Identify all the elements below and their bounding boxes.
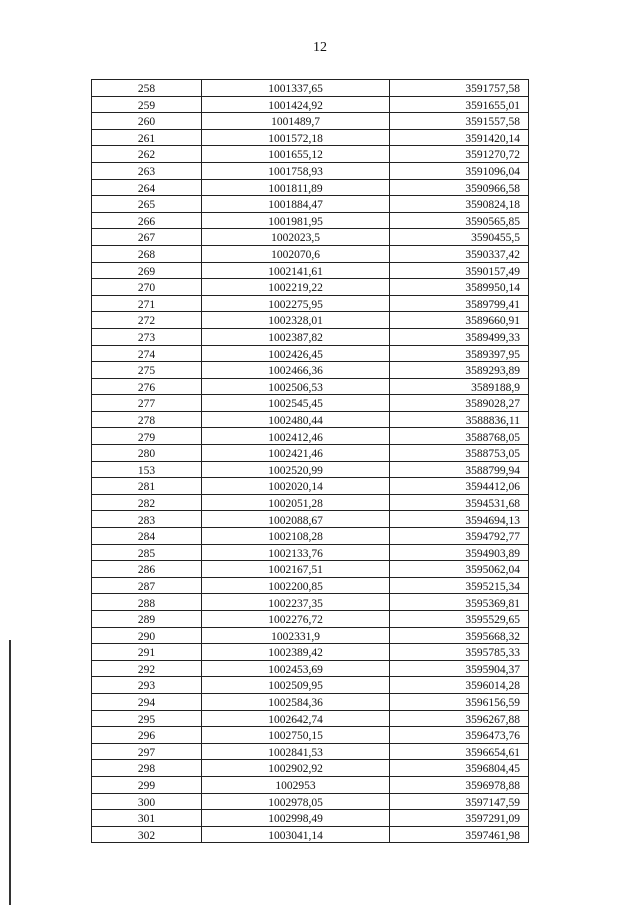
- point-number-cell: 267: [92, 229, 202, 246]
- point-number-cell: 279: [92, 428, 202, 445]
- table-row: [92, 743, 529, 760]
- x-coordinate-cell: 1003041,14: [202, 826, 390, 843]
- x-coordinate-cell: 1001489,7: [202, 113, 390, 130]
- y-coordinate-cell: 3595529,65: [390, 611, 529, 628]
- y-coordinate-cell: 3594531,68: [390, 494, 529, 511]
- point-number-cell: 297: [92, 743, 202, 760]
- table-row: [92, 627, 529, 644]
- y-coordinate-cell: 3590337,42: [390, 245, 529, 262]
- y-coordinate-cell: 3589188,9: [390, 378, 529, 395]
- y-coordinate-cell: 3591757,58: [390, 80, 529, 97]
- point-number-cell: 262: [92, 146, 202, 163]
- point-number-cell: 296: [92, 727, 202, 744]
- point-number-cell: 274: [92, 345, 202, 362]
- table-row: [92, 611, 529, 628]
- y-coordinate-cell: 3596267,88: [390, 710, 529, 727]
- table-row: [92, 810, 529, 827]
- y-coordinate-cell: 3589028,27: [390, 395, 529, 412]
- y-coordinate-cell: 3596473,76: [390, 727, 529, 744]
- point-number-cell: 293: [92, 677, 202, 694]
- y-coordinate-cell: 3595215,34: [390, 577, 529, 594]
- table-row: [92, 295, 529, 312]
- table-row: [92, 212, 529, 229]
- x-coordinate-cell: 1002545,45: [202, 395, 390, 412]
- y-coordinate-cell: 3590157,49: [390, 262, 529, 279]
- point-number-cell: 294: [92, 693, 202, 710]
- y-coordinate-cell: 3589950,14: [390, 279, 529, 296]
- x-coordinate-cell: 1002133,76: [202, 544, 390, 561]
- y-coordinate-cell: 3595668,32: [390, 627, 529, 644]
- table-row: [92, 760, 529, 777]
- point-number-cell: 273: [92, 328, 202, 345]
- y-coordinate-cell: 3590824,18: [390, 196, 529, 213]
- point-number-cell: 302: [92, 826, 202, 843]
- table-row: [92, 179, 529, 196]
- x-coordinate-cell: 1002389,42: [202, 644, 390, 661]
- point-number-cell: 300: [92, 793, 202, 810]
- table-row: [92, 776, 529, 793]
- table-row: [92, 660, 529, 677]
- x-coordinate-cell: 1002998,49: [202, 810, 390, 827]
- coordinates-table-container: [91, 79, 528, 843]
- y-coordinate-cell: 3591655,01: [390, 96, 529, 113]
- x-coordinate-cell: 1002023,5: [202, 229, 390, 246]
- table-row: [92, 445, 529, 462]
- point-number-cell: 282: [92, 494, 202, 511]
- table-row: [92, 528, 529, 545]
- point-number-cell: 276: [92, 378, 202, 395]
- point-number-cell: 153: [92, 461, 202, 478]
- point-number-cell: 260: [92, 113, 202, 130]
- table-row: [92, 710, 529, 727]
- x-coordinate-cell: 1002841,53: [202, 743, 390, 760]
- y-coordinate-cell: 3588768,05: [390, 428, 529, 445]
- table-row: [92, 312, 529, 329]
- point-number-cell: 268: [92, 245, 202, 262]
- page-number: 12: [313, 40, 327, 55]
- table-row: [92, 478, 529, 495]
- point-number-cell: 284: [92, 528, 202, 545]
- x-coordinate-cell: 1002275,95: [202, 295, 390, 312]
- x-coordinate-cell: 1002466,36: [202, 362, 390, 379]
- x-coordinate-cell: 1001981,95: [202, 212, 390, 229]
- y-coordinate-cell: 3594792,77: [390, 528, 529, 545]
- point-number-cell: 275: [92, 362, 202, 379]
- table-row: [92, 727, 529, 744]
- table-row: [92, 395, 529, 412]
- y-coordinate-cell: 3597461,98: [390, 826, 529, 843]
- x-coordinate-cell: 1002219,22: [202, 279, 390, 296]
- table-row: [92, 826, 529, 843]
- point-number-cell: 261: [92, 129, 202, 146]
- x-coordinate-cell: 1002412,46: [202, 428, 390, 445]
- x-coordinate-cell: 1002426,45: [202, 345, 390, 362]
- x-coordinate-cell: 1002642,74: [202, 710, 390, 727]
- y-coordinate-cell: 3589397,95: [390, 345, 529, 362]
- table-row: [92, 594, 529, 611]
- point-number-cell: 280: [92, 445, 202, 462]
- point-number-cell: 289: [92, 611, 202, 628]
- y-coordinate-cell: 3591270,72: [390, 146, 529, 163]
- point-number-cell: 278: [92, 411, 202, 428]
- x-coordinate-cell: 1002453,69: [202, 660, 390, 677]
- point-number-cell: 291: [92, 644, 202, 661]
- x-coordinate-cell: 1002509,95: [202, 677, 390, 694]
- y-coordinate-cell: 3590455,5: [390, 229, 529, 246]
- table-row: [92, 411, 529, 428]
- y-coordinate-cell: 3588836,11: [390, 411, 529, 428]
- x-coordinate-cell: 1002902,92: [202, 760, 390, 777]
- table-row: [92, 129, 529, 146]
- y-coordinate-cell: 3590565,85: [390, 212, 529, 229]
- y-coordinate-cell: 3597291,09: [390, 810, 529, 827]
- point-number-cell: 287: [92, 577, 202, 594]
- point-number-cell: 298: [92, 760, 202, 777]
- table-row: [92, 544, 529, 561]
- table-row: [92, 378, 529, 395]
- table-row: [92, 229, 529, 246]
- point-number-cell: 277: [92, 395, 202, 412]
- point-number-cell: 299: [92, 776, 202, 793]
- x-coordinate-cell: 1002387,82: [202, 328, 390, 345]
- x-coordinate-cell: 1001884,47: [202, 196, 390, 213]
- y-coordinate-cell: 3595369,81: [390, 594, 529, 611]
- x-coordinate-cell: 1002421,46: [202, 445, 390, 462]
- table-row: [92, 113, 529, 130]
- coordinates-table: [91, 79, 529, 843]
- y-coordinate-cell: 3591420,14: [390, 129, 529, 146]
- x-coordinate-cell: 1002520,99: [202, 461, 390, 478]
- x-coordinate-cell: 1002978,05: [202, 793, 390, 810]
- x-coordinate-cell: 1002237,35: [202, 594, 390, 611]
- table-row: [92, 428, 529, 445]
- table-row: [92, 96, 529, 113]
- table-row: [92, 693, 529, 710]
- coordinates-table-body: [92, 80, 529, 843]
- y-coordinate-cell: 3597147,59: [390, 793, 529, 810]
- point-number-cell: 288: [92, 594, 202, 611]
- table-row: [92, 644, 529, 661]
- point-number-cell: 301: [92, 810, 202, 827]
- x-coordinate-cell: 1001424,92: [202, 96, 390, 113]
- x-coordinate-cell: 1002051,28: [202, 494, 390, 511]
- point-number-cell: 295: [92, 710, 202, 727]
- point-number-cell: 272: [92, 312, 202, 329]
- point-number-cell: 258: [92, 80, 202, 97]
- y-coordinate-cell: 3596978,88: [390, 776, 529, 793]
- table-row: [92, 561, 529, 578]
- y-coordinate-cell: 3595785,33: [390, 644, 529, 661]
- y-coordinate-cell: 3595904,37: [390, 660, 529, 677]
- x-coordinate-cell: 1001758,93: [202, 162, 390, 179]
- y-coordinate-cell: 3596014,28: [390, 677, 529, 694]
- table-row: [92, 146, 529, 163]
- table-row: [92, 245, 529, 262]
- y-coordinate-cell: 3591096,04: [390, 162, 529, 179]
- y-coordinate-cell: 3589499,33: [390, 328, 529, 345]
- point-number-cell: 263: [92, 162, 202, 179]
- point-number-cell: 285: [92, 544, 202, 561]
- table-row: [92, 677, 529, 694]
- y-coordinate-cell: 3596654,61: [390, 743, 529, 760]
- point-number-cell: 264: [92, 179, 202, 196]
- y-coordinate-cell: 3596156,59: [390, 693, 529, 710]
- table-row: [92, 328, 529, 345]
- x-coordinate-cell: 1001337,65: [202, 80, 390, 97]
- y-coordinate-cell: 3596804,45: [390, 760, 529, 777]
- point-number-cell: 266: [92, 212, 202, 229]
- x-coordinate-cell: 1002020,14: [202, 478, 390, 495]
- x-coordinate-cell: 1001572,18: [202, 129, 390, 146]
- x-coordinate-cell: 1002953: [202, 776, 390, 793]
- x-coordinate-cell: 1002108,28: [202, 528, 390, 545]
- x-coordinate-cell: 1001655,12: [202, 146, 390, 163]
- table-row: [92, 345, 529, 362]
- x-coordinate-cell: 1002506,53: [202, 378, 390, 395]
- x-coordinate-cell: 1002167,51: [202, 561, 390, 578]
- x-coordinate-cell: 1002070,6: [202, 245, 390, 262]
- y-coordinate-cell: 3594412,06: [390, 478, 529, 495]
- x-coordinate-cell: 1002141,61: [202, 262, 390, 279]
- y-coordinate-cell: 3594903,89: [390, 544, 529, 561]
- table-row: [92, 262, 529, 279]
- scan-edge-line: [9, 640, 11, 905]
- point-number-cell: 286: [92, 561, 202, 578]
- y-coordinate-cell: 3588753,05: [390, 445, 529, 462]
- table-row: [92, 461, 529, 478]
- table-row: [92, 494, 529, 511]
- table-row: [92, 577, 529, 594]
- point-number-cell: 290: [92, 627, 202, 644]
- x-coordinate-cell: 1002200,85: [202, 577, 390, 594]
- table-row: [92, 162, 529, 179]
- table-row: [92, 80, 529, 97]
- point-number-cell: 265: [92, 196, 202, 213]
- y-coordinate-cell: 3591557,58: [390, 113, 529, 130]
- x-coordinate-cell: 1002088,67: [202, 511, 390, 528]
- table-row: [92, 362, 529, 379]
- y-coordinate-cell: 3588799,94: [390, 461, 529, 478]
- y-coordinate-cell: 3589799,41: [390, 295, 529, 312]
- x-coordinate-cell: 1002750,15: [202, 727, 390, 744]
- table-row: [92, 196, 529, 213]
- y-coordinate-cell: 3589660,91: [390, 312, 529, 329]
- y-coordinate-cell: 3594694,13: [390, 511, 529, 528]
- point-number-cell: 259: [92, 96, 202, 113]
- x-coordinate-cell: 1002276,72: [202, 611, 390, 628]
- point-number-cell: 292: [92, 660, 202, 677]
- point-number-cell: 269: [92, 262, 202, 279]
- table-row: [92, 279, 529, 296]
- table-row: [92, 793, 529, 810]
- x-coordinate-cell: 1002328,01: [202, 312, 390, 329]
- y-coordinate-cell: 3590966,58: [390, 179, 529, 196]
- x-coordinate-cell: 1001811,89: [202, 179, 390, 196]
- y-coordinate-cell: 3589293,89: [390, 362, 529, 379]
- point-number-cell: 270: [92, 279, 202, 296]
- table-row: [92, 511, 529, 528]
- y-coordinate-cell: 3595062,04: [390, 561, 529, 578]
- x-coordinate-cell: 1002584,36: [202, 693, 390, 710]
- point-number-cell: 271: [92, 295, 202, 312]
- x-coordinate-cell: 1002480,44: [202, 411, 390, 428]
- x-coordinate-cell: 1002331,9: [202, 627, 390, 644]
- point-number-cell: 283: [92, 511, 202, 528]
- point-number-cell: 281: [92, 478, 202, 495]
